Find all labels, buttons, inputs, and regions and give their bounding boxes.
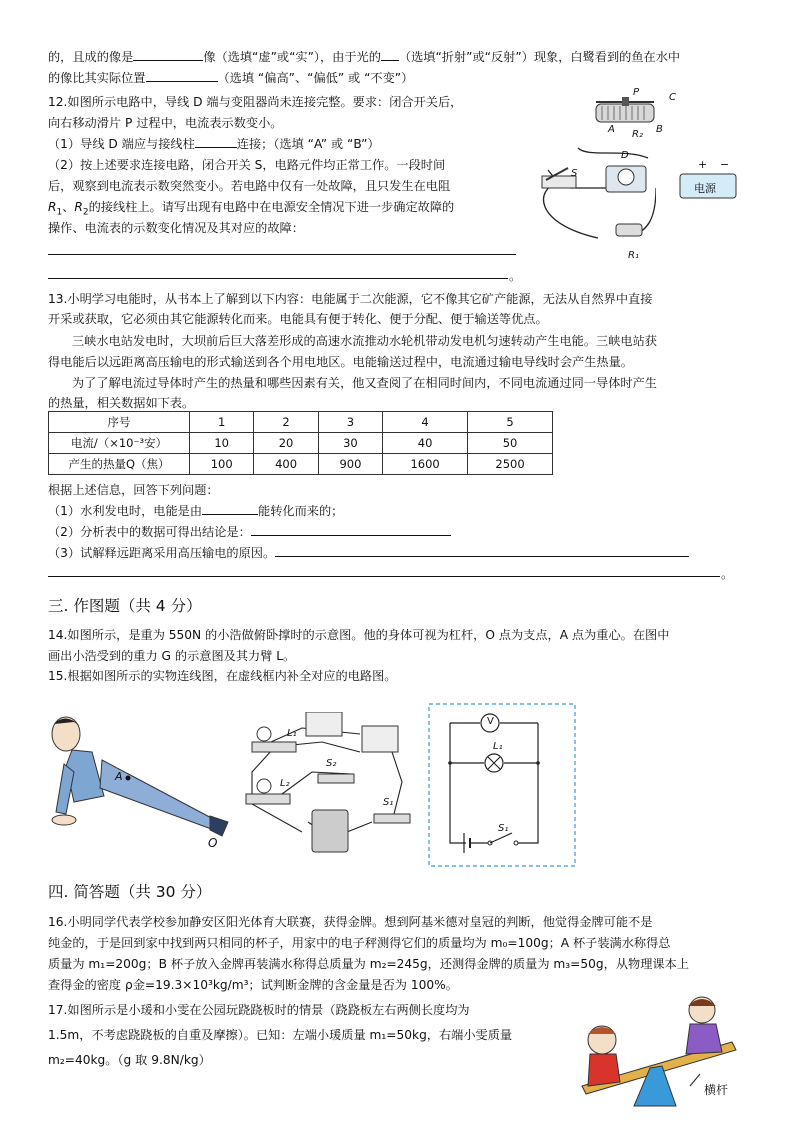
label-minus: − (720, 158, 730, 171)
table-cell: 50 (468, 433, 553, 454)
q17-line-2: 1.5m，不考虑跷跷板的自重及摩擦）。已知：左端小瑗质量 m₁=50kg，右端小雯质量 (48, 1028, 513, 1042)
node (448, 761, 452, 765)
table-cell: 5 (468, 412, 553, 433)
label-pointer (690, 1074, 700, 1086)
text: 的像比其实际位置 (48, 71, 146, 85)
label-v: V (487, 716, 494, 727)
answer-line[interactable] (48, 278, 508, 279)
text: （1）导线 D 端应与接线柱 (48, 137, 195, 151)
q16-line-2: 纯金的，于是回到家中找到两只相同的杯子，用家中的电子秤测得它们的质量均为 m₀=100g；A 杯子装满水称得总 (48, 936, 671, 950)
q13-stem-1: 13.小明学习电能时，从书本上了解到以下内容：电能属于二次能源，它不像其它矿产能源，无法从自然界中直接 (48, 292, 653, 306)
q15-text: 15.根据如图所示的实物连线图，在虚线框内补全对应的电路图。 (48, 669, 397, 683)
rheostat-r2 (590, 90, 662, 136)
q12-part-2-line-3 (48, 198, 454, 217)
q17-line-1: 17.如图所示是小瑗和小雯在公园玩跷跷板时的情景（跷跷板左右两侧长度均为 (48, 1003, 470, 1017)
text: （选填 “偏高”、“偏低” 或 “不变”） (217, 71, 414, 85)
section-3-title: 三. 作图题（共 4 分） (48, 597, 202, 615)
end-mark: 。 (721, 567, 734, 581)
table-cell: 3 (318, 412, 382, 433)
q12-stem-1: 12.如图所示电路中，导线 D 端与变阻器尚未连接完整。要求：闭合开关后， (48, 95, 463, 109)
table-cell: 1 (190, 412, 254, 433)
q14-line-2: 画出小浩受到的重力 G 的示意图及其力臂 L。 (48, 649, 296, 663)
text: 的，且成的像是 (48, 50, 134, 64)
q12-part-2-line-2: 后，观察到电流表示数突然变小。若电路中仅有一处故障，且只发生在电阻 (48, 179, 451, 193)
text: 连接；（选填 “A” 或 “B”） (236, 137, 380, 151)
q12-part-1 (48, 135, 380, 152)
battery (312, 810, 348, 852)
lamp-l2 (257, 779, 271, 793)
table-cell: 900 (318, 454, 382, 475)
wire (578, 148, 648, 158)
q13-para3-2: 的热量，相关数据如下表。 (48, 396, 195, 410)
table-row (49, 454, 553, 475)
q12-part-2-line-1: （2）按上述要求连接电路，闭合开关 S，电路元件均正常工作。一段时间 (48, 158, 446, 172)
q16-line-3: 质量为 m₁=200g；B 杯子放入金牌再装满水称得总质量为 m₂=245g，还测得金牌的质量为 m₃=50g，从物理课本上 (48, 957, 689, 971)
label-o: O (208, 836, 218, 850)
lamp-l1 (257, 727, 271, 741)
boy-body (588, 1054, 620, 1086)
r1-symbol: R (48, 200, 57, 214)
switch-s2 (318, 774, 354, 783)
table-row (49, 433, 553, 454)
voltmeter (362, 726, 398, 752)
label-r1: R₁ (628, 250, 639, 261)
q11-line-2 (48, 69, 413, 86)
label-s: S (571, 168, 578, 179)
label-plus: + (698, 158, 708, 171)
q13-sub-3 (48, 544, 689, 561)
q16-line-4: 查得金的密度 ρ金=19.3×10³kg/m³；试判断金牌的含金量是否为 100%。 (48, 978, 458, 992)
answer-blank[interactable] (275, 544, 689, 557)
answer-blank[interactable] (381, 48, 399, 61)
label-s2: S₂ (326, 758, 337, 769)
q15-wiring-figure (242, 712, 416, 856)
label-a: A (115, 770, 123, 783)
label-s1: S₁ (383, 797, 394, 808)
node (536, 761, 540, 765)
switch-s1 (374, 814, 410, 823)
answer-line[interactable] (48, 576, 720, 577)
power-label: 电源 (694, 182, 716, 195)
table-cell: 10 (190, 433, 254, 454)
text: 的接线柱上。请写出现有电路中在电源安全情况下进一步确定故障的 (88, 200, 455, 214)
ammeter (306, 712, 342, 736)
girl-body (686, 1024, 722, 1054)
label-d: D (621, 150, 629, 161)
table-cell: 序号 (49, 412, 190, 433)
label-c: C (669, 92, 676, 103)
q12-part-2-line-4: 操作、电流表的示数变化情况及其对应的故障： (48, 221, 304, 235)
q14-line-1: 14.如图所示，是重为 550N 的小浩做俯卧撑时的示意图。他的身体可视为杠杆，O 点为支点，A 点为重心。在图中 (48, 628, 670, 642)
answer-blank[interactable] (146, 69, 218, 82)
text: 能转化而来的； (258, 504, 344, 518)
switch-contact (514, 841, 518, 845)
lamp-l2-base (246, 794, 290, 804)
switch-blade (490, 833, 512, 843)
subscript: 1 (56, 207, 63, 218)
rheostat-slider[interactable] (622, 97, 629, 106)
table-cell: 1600 (383, 454, 468, 475)
wire (544, 183, 598, 238)
lamp-l1-base (252, 742, 296, 752)
table-row (49, 412, 553, 433)
table-cell: 电流/（×10⁻³安） (49, 433, 190, 454)
text: 像（选填“虚”或“实”），由于光的 (203, 50, 381, 64)
ammeter-dial (618, 169, 634, 185)
text: （2）分析表中的数据可得出结论是： (48, 525, 251, 539)
girl-hair (688, 999, 716, 1006)
heat-data-table (48, 411, 553, 475)
table-cell: 30 (318, 433, 382, 454)
answer-blank[interactable] (251, 523, 451, 536)
r2-symbol: R (74, 200, 83, 214)
label-a: A (608, 124, 615, 135)
label-b: B (656, 124, 663, 135)
answer-blank[interactable] (202, 502, 258, 515)
label-l1: L₁ (493, 741, 503, 752)
table-cell: 100 (190, 454, 254, 475)
dashed-frame (429, 704, 575, 866)
end-mark: 。 (509, 269, 522, 283)
q13-para2-1: 三峡水电站发电时，大坝前后巨大落差形成的高速水流推动水轮机带动发电机匀速转动产生电能。三峡电站获 (72, 334, 657, 348)
q14-pushup-figure (44, 712, 240, 840)
resistor-r1 (616, 224, 642, 236)
label-p: P (633, 87, 640, 98)
rheostat-coil (596, 104, 654, 122)
text: （选填“折射”或“反射”）现象，白鹭看到的鱼在水中 (398, 50, 681, 64)
table-cell: 40 (383, 433, 468, 454)
schematic-dashed-box[interactable] (428, 703, 576, 867)
table-cell: 20 (254, 433, 318, 454)
label-l2: L₂ (280, 778, 290, 789)
q12-stem-2: 向右移动滑片 P 过程中，电流表示数变小。 (48, 116, 283, 130)
text: 、 (62, 200, 75, 214)
text: （3）试解释远距离采用高压输电的原因。 (48, 546, 276, 560)
table-cell: 4 (383, 412, 468, 433)
q17-line-3: m₂=40kg。（g 取 9.8N/kg） (48, 1053, 211, 1067)
label-r2: R₂ (632, 129, 643, 140)
crossbar-label: 横杆 (704, 1083, 729, 1097)
text: （1）水利发电时，电能是由 (48, 504, 203, 518)
table-cell: 2 (254, 412, 318, 433)
table-cell: 产生的热量Q（焦） (49, 454, 190, 475)
q13-sub-1 (48, 502, 343, 519)
table-cell: 400 (254, 454, 318, 475)
answer-blank[interactable] (195, 135, 237, 148)
subscript: 2 (82, 207, 89, 218)
table-cell: 2500 (468, 454, 553, 475)
q13-sub-2 (48, 523, 451, 540)
answer-line[interactable] (48, 254, 516, 255)
q11-line-1 (48, 48, 680, 65)
answer-blank[interactable] (133, 48, 203, 61)
q13-para3-1: 为了了解电流过导体时产生的热量和哪些因素有关，他又查阅了在相同时间内，不同电流通过同一导体时产生 (72, 376, 657, 390)
section-4-title: 四. 简答题（共 30 分） (48, 883, 212, 901)
q13-ask: 根据上述信息，回答下列问题： (48, 483, 219, 497)
point-a (126, 776, 131, 781)
q16-line-1: 16.小明同学代表学校参加静安区阳光体育大联赛，获得金牌。想到阿基米德对皇冠的判断，他觉得金牌可能不是 (48, 915, 653, 929)
label-s1: S₁ (498, 823, 509, 834)
hand (52, 815, 76, 825)
q13-stem-2: 开采或获取，它必须由其它能源转化而来。电能具有便于转化、便于分配、便于输送等优点。 (48, 312, 548, 326)
shoe (210, 816, 228, 836)
boy-hair (588, 1027, 616, 1034)
label-l1: L₁ (287, 728, 297, 739)
q13-para2-2: 得电能后以远距离高压输电的形式输送到各个用电地区。电能输送过程中，电流通过输电导线时会产生热量。 (48, 355, 633, 369)
